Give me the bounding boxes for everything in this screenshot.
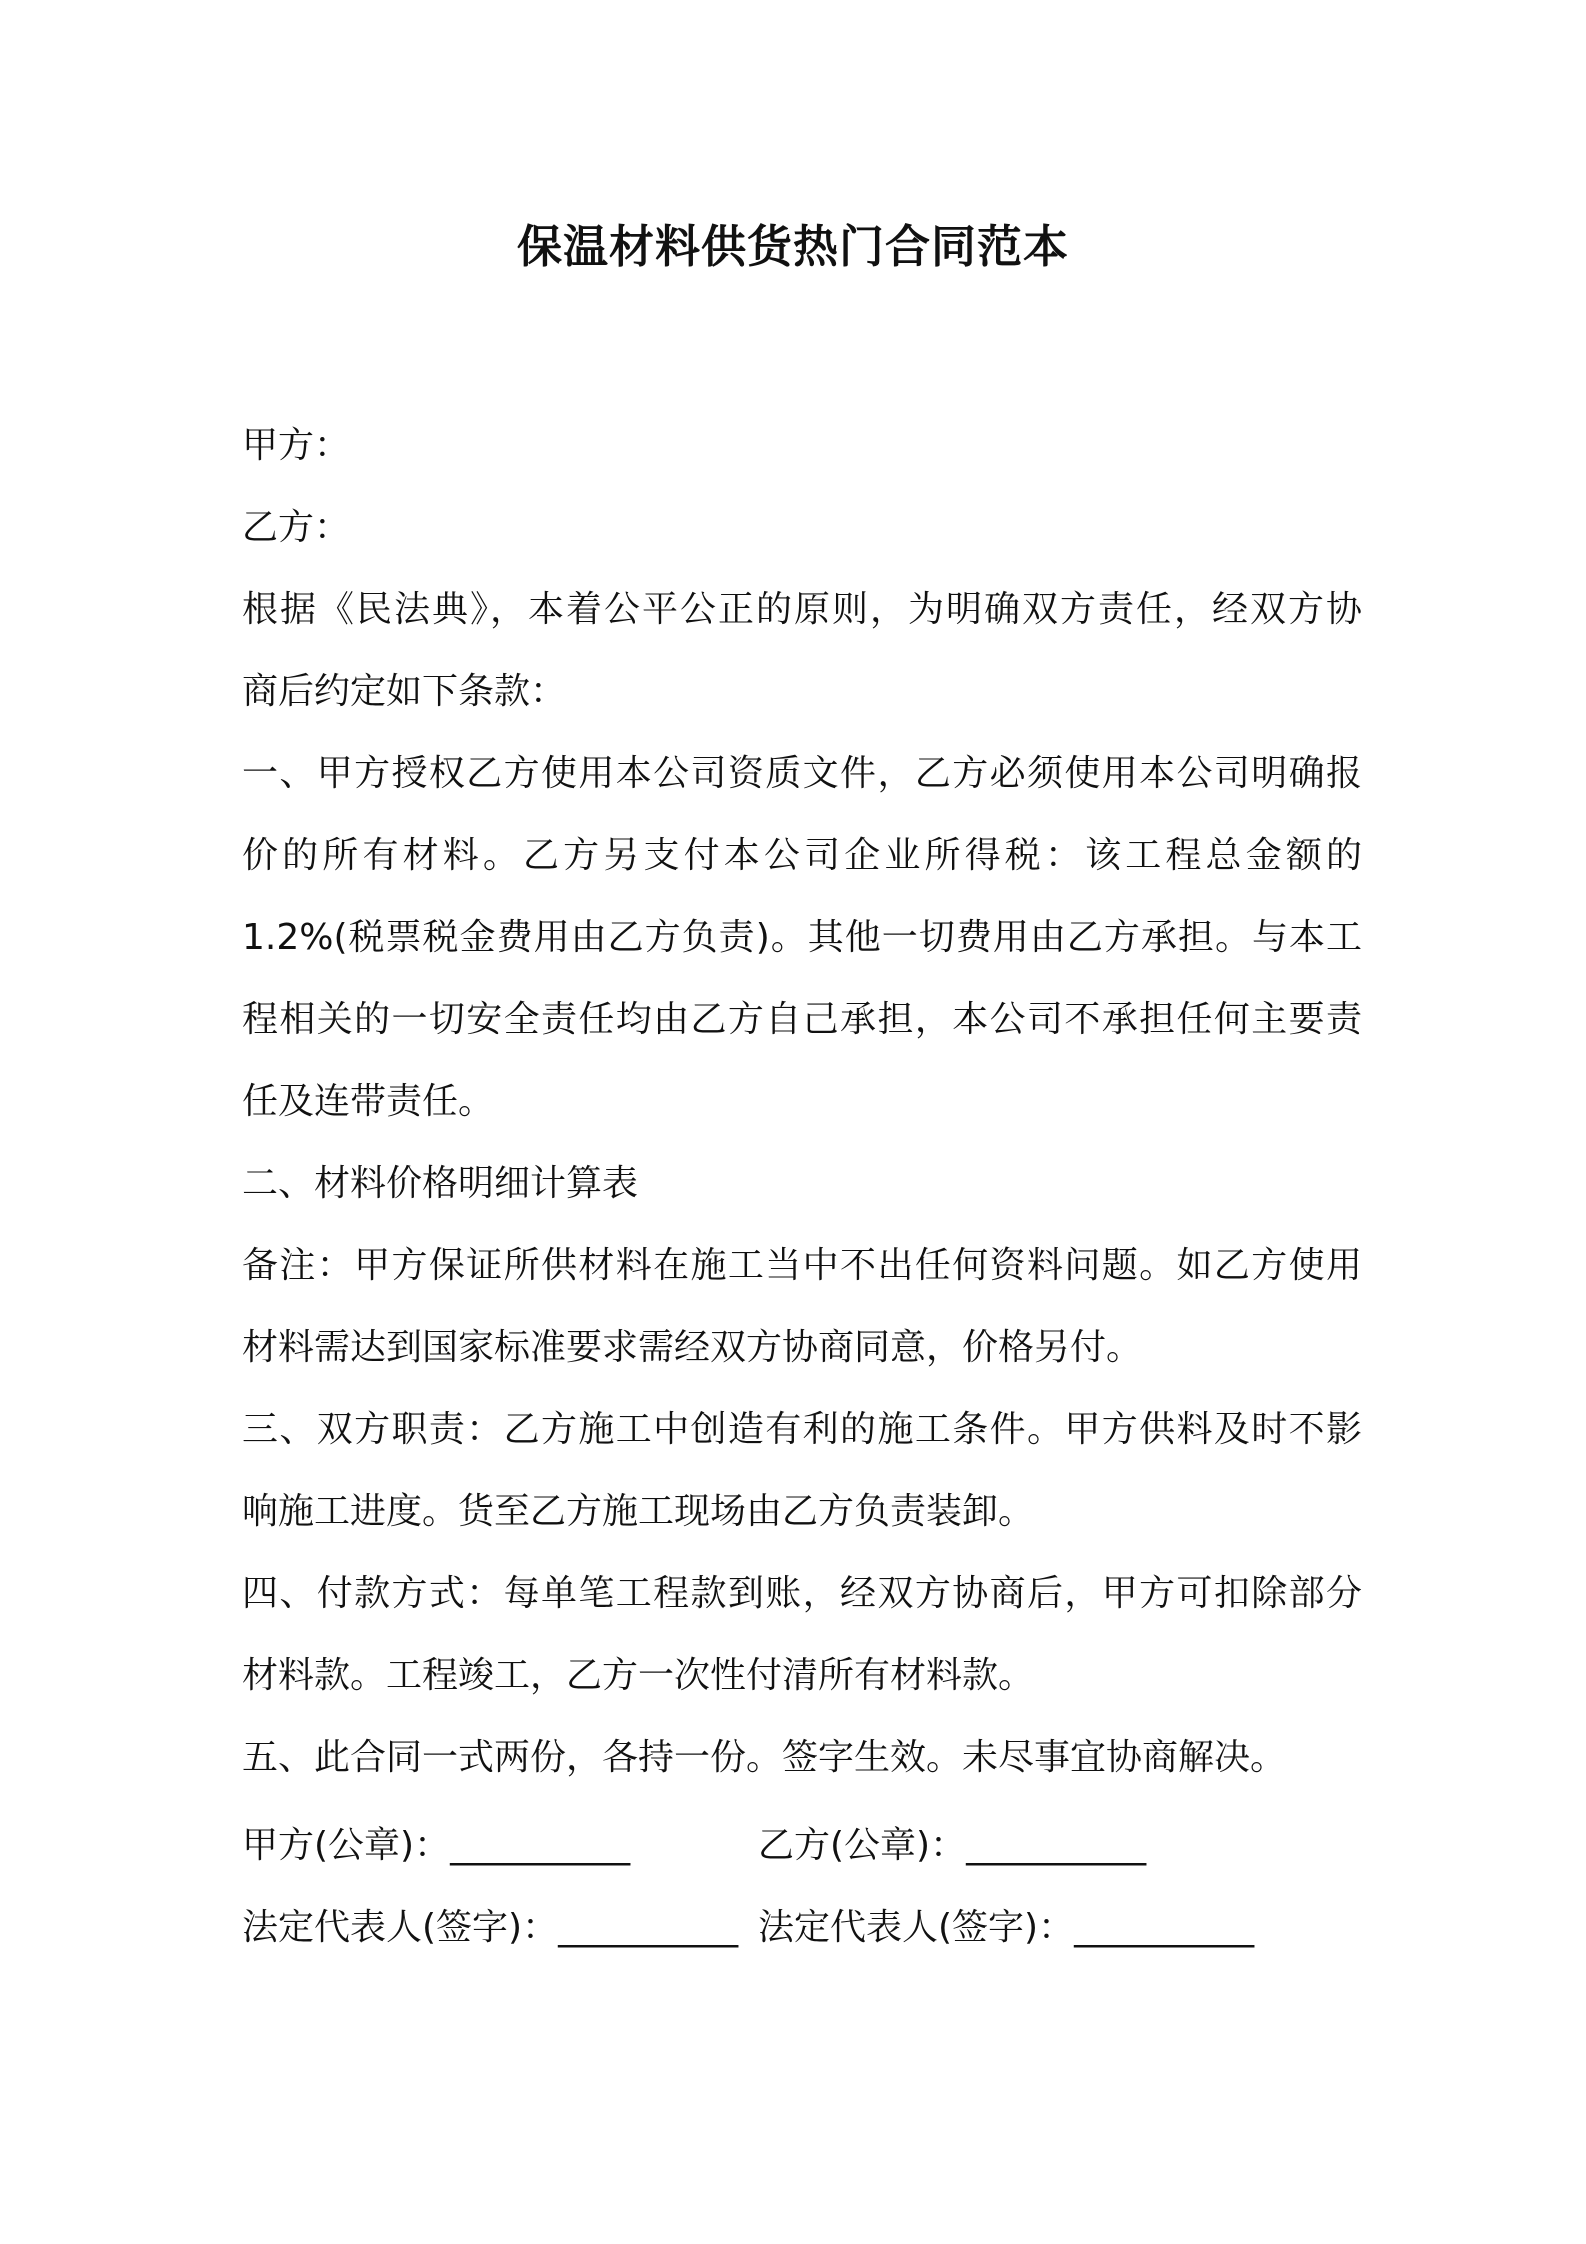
clause3-line-1: 三、双方职责：乙方施工中创造有利的施工条件。甲方供料及时不影 (242, 1409, 1362, 1450)
party-b-line: 乙方： (242, 507, 351, 548)
clause4-line-1: 四、付款方式：每单笔工程款到账，经双方协商后，甲方可扣除部分 (242, 1573, 1362, 1614)
clause4-line-2: 材料款。工程竣工，乙方一次性付清所有材料款。 (242, 1655, 1035, 1696)
intro-line-2: 商后约定如下条款： (242, 671, 567, 712)
clause1-line-5: 任及连带责任。 (242, 1081, 495, 1122)
party-b-seal-field: 乙方(公章)：__________ (758, 1825, 1147, 1866)
party-a-representative-field: 法定代表人(签字)：__________ (242, 1907, 739, 1948)
clause1-line-3: 1.2%(税票税金费用由乙方负责)。其他一切费用由乙方承担。与本工 (242, 917, 1362, 958)
clause5-line: 五、此合同一式两份，各持一份。签字生效。未尽事宜协商解决。 (242, 1737, 1287, 1778)
clause3-line-2: 响施工进度。货至乙方施工现场由乙方负责装卸。 (242, 1491, 1035, 1532)
clause1-line-4: 程相关的一切安全责任均由乙方自己承担，本公司不承担任何主要责 (242, 999, 1362, 1040)
document-title: 保温材料供货热门合同范本 (516, 220, 1069, 273)
party-a-line: 甲方： (242, 425, 351, 466)
clause2-heading: 二、材料价格明细计算表 (242, 1163, 639, 1204)
party-b-representative-field: 法定代表人(签字)：__________ (758, 1907, 1255, 1948)
clause1-line-2: 价的所有材料。乙方另支付本公司企业所得税：该工程总金额的 (242, 835, 1362, 876)
note-line-2: 材料需达到国家标准要求需经双方协商同意，价格另付。 (242, 1327, 1143, 1368)
party-a-seal-field: 甲方(公章)：__________ (242, 1825, 631, 1866)
clause1-line-1: 一、甲方授权乙方使用本公司资质文件，乙方必须使用本公司明确报 (242, 753, 1362, 794)
intro-line-1: 根据《民法典》，本着公平公正的原则，为明确双方责任，经双方协 (242, 589, 1362, 630)
note-line-1: 备注：甲方保证所供材料在施工当中不出任何资料问题。如乙方使用 (242, 1245, 1362, 1286)
